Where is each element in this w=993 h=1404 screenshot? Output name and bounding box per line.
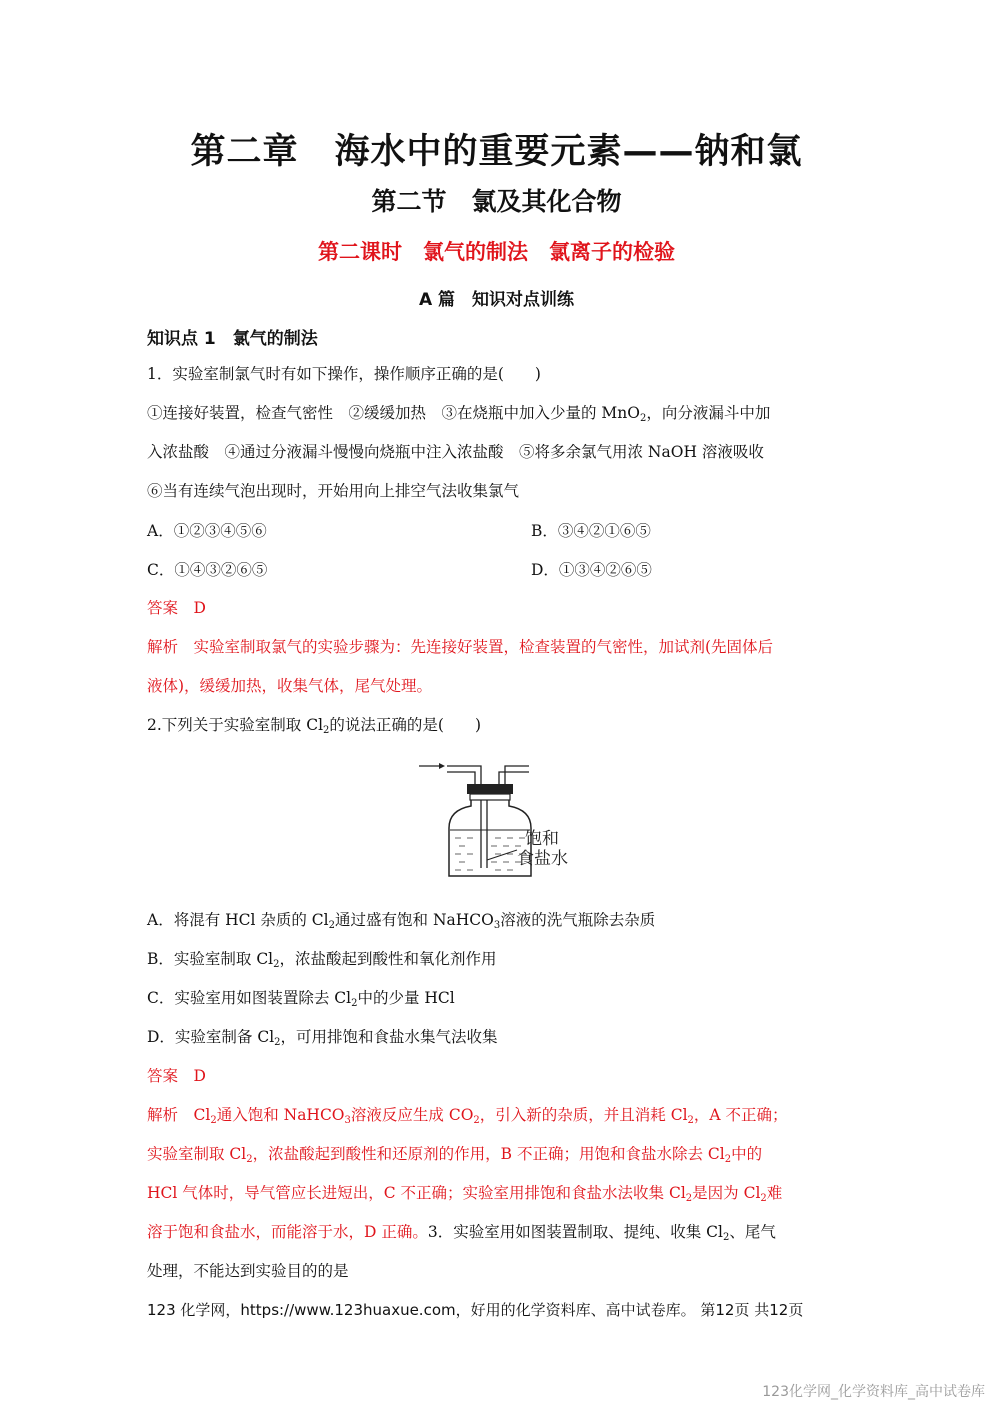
q2-option-a: A．将混有 HCl 杂质的 $Cl_2$通过盛有饱和 NaHCO$_3$溶液的洗气瓶除去杂质 xyxy=(147,911,656,931)
figure-label-saturated: 饱和 xyxy=(525,829,559,849)
q1-option-d: D．①③④②⑥⑤ xyxy=(531,561,652,579)
q1-ops-line1: ①连接好装置，检查气密性 ②缓缓加热 ③在烧瓶中加入少量的 MnO$_2$，向分液漏斗中加 xyxy=(147,404,771,424)
q1-option-a: A．①②③④⑤⑥ xyxy=(147,522,267,540)
q1-option-b: B．③④②①⑥⑤ xyxy=(531,522,651,540)
q1-ops-line3: ⑥当有连续气泡出现时，开始用向上排空气法收集氯气 xyxy=(147,482,520,500)
figure-label-brine: 食盐水 xyxy=(517,849,568,869)
q2-option-c: C．实验室用如图装置除去 $Cl_2$中的少量 HCl xyxy=(147,989,455,1009)
knowledge-point-heading: 知识点 1 氯气的制法 xyxy=(147,329,318,349)
q1-answer: 答案 D xyxy=(147,599,206,617)
q2-analysis-line3: HCl 气体时，导气管应长进短出，C 不正确；实验室用排饱和食盐水法收集 $Cl_2$是因为 $Cl_2$难 xyxy=(147,1184,783,1204)
q1-analysis-line1: 解析 实验室制取氯气的实验步骤为：先连接好装置，检查装置的气密性，加试剂(先固体后 xyxy=(147,638,774,656)
q2-analysis-line1: 解析 $Cl_2$通入饱和 NaHCO$_3$溶液反应生成 $CO_2$，引入新的杂质，并且消耗 $Cl_2$，A 不正确； xyxy=(147,1106,788,1126)
q2-analysis-line4: 溶于饱和食盐水，而能溶于水，D 正确。3．实验室用如图装置制取、提纯、收集 $Cl_2$、尾气 xyxy=(147,1223,776,1243)
gas-washing-bottle-figure xyxy=(405,756,595,886)
q1-ops-line2: 入浓盐酸 ④通过分液漏斗慢慢向烧瓶中注入浓盐酸 ⑤将多余氯气用浓 NaOH 溶液吸收 xyxy=(147,443,764,461)
section-title: 第二节 氯及其化合物 xyxy=(371,187,622,216)
q1-option-c: C．①④③②⑥⑤ xyxy=(147,561,268,579)
q3-stem-continuation: 处理，不能达到实验目的的是 xyxy=(147,1262,349,1280)
q1-stem: 1．实验室制氯气时有如下操作，操作顺序正确的是( ) xyxy=(147,365,541,383)
part-title: A 篇 知识对点训练 xyxy=(418,290,575,310)
q2-stem: 2.下列关于实验室制取 $Cl_2$的说法正确的是( ) xyxy=(147,716,482,736)
q2-option-b: B．实验室制取 $Cl_2$，浓盐酸起到酸性和氧化剂作用 xyxy=(147,950,497,970)
watermark: 123化学网_化学资料库_高中试卷库 xyxy=(762,1384,985,1400)
lesson-title: 第二课时 氯气的制法 氯离子的检验 xyxy=(318,240,675,264)
q2-option-d: D．实验室制备 $Cl_2$，可用排饱和食盐水集气法收集 xyxy=(147,1028,498,1048)
q1-analysis-line2: 液体)，缓缓加热，收集气体，尾气处理。 xyxy=(147,677,433,695)
page-footer: 123 化学网，https://www.123huaxue.com，好用的化学资料库、高中试卷库。 第12页 共12页 xyxy=(147,1301,804,1319)
chapter-title: 第二章 海水中的重要元素——钠和氯 xyxy=(190,132,803,172)
q2-analysis-line2: 实验室制取 $Cl_2$，浓盐酸起到酸性和还原剂的作用，B 不正确；用饱和食盐水除去 $Cl_2$中的 xyxy=(147,1145,763,1165)
q2-answer: 答案 D xyxy=(147,1067,206,1085)
